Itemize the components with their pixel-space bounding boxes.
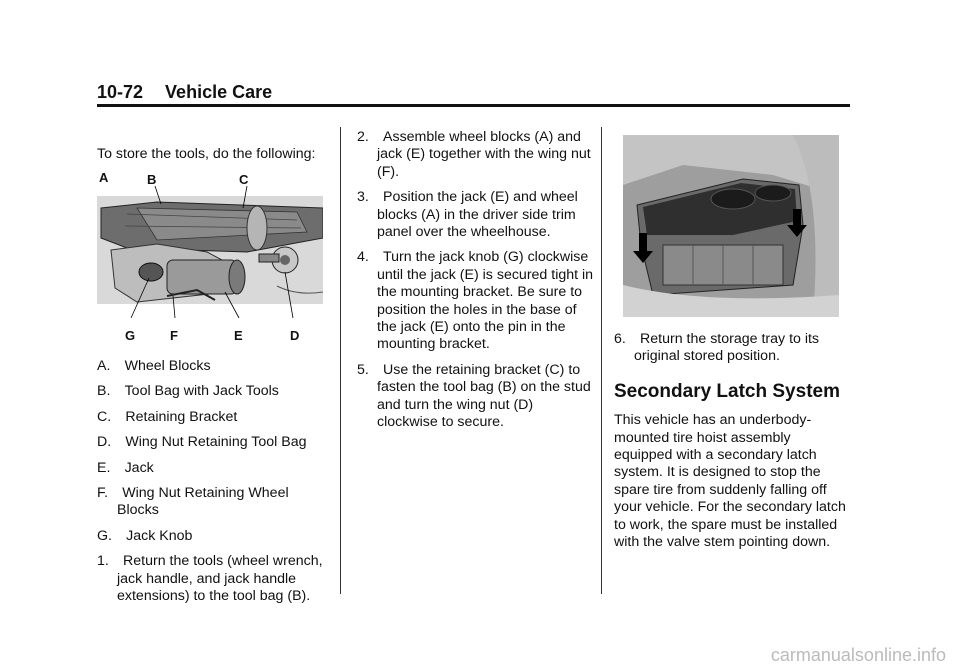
label-f: F bbox=[170, 328, 178, 343]
section-title: Vehicle Care bbox=[165, 82, 273, 102]
legend-list bbox=[97, 358, 333, 613]
tool-storage-figure bbox=[97, 168, 323, 344]
page-number: 10-72 bbox=[97, 82, 144, 102]
label-g: G bbox=[125, 328, 136, 343]
header-rule bbox=[97, 104, 850, 107]
legend-item: F. Wing Nut Retaining Wheel Blocks bbox=[97, 485, 289, 519]
column-divider-2 bbox=[601, 127, 602, 594]
column-2 bbox=[357, 129, 595, 440]
intro-text: To store the tools, do the following: bbox=[97, 146, 316, 162]
label-e: E bbox=[234, 328, 243, 343]
column-3 bbox=[614, 331, 852, 559]
label-b: B bbox=[147, 172, 157, 187]
legend-item: C. Retaining Bracket bbox=[97, 408, 238, 425]
step-5: 5. Use the retaining bracket (C) to fasten the tool bag (B) on the stud and turn the wing nut (D) clockwise to secure. bbox=[357, 361, 591, 431]
label-c: C bbox=[239, 172, 249, 187]
step-1: 1. Return the tools (wheel wrench, jack handle, and jack handle extensions) to the tool bag (B). bbox=[97, 553, 323, 605]
label-d: D bbox=[290, 328, 300, 343]
step-4: 4. Turn the jack knob (G) clockwise until the jack (E) is secured tight in the mounting bracket. Be sure to position the holes in the base of the jack (E) onto the pin in the mounting bracket. bbox=[357, 249, 594, 353]
legend-item: E. Jack bbox=[97, 459, 154, 476]
page-header bbox=[97, 82, 272, 103]
section-heading: Secondary Latch System bbox=[614, 380, 840, 402]
legend-item: D. Wing Nut Retaining Tool Bag bbox=[97, 434, 307, 451]
secondary-latch-text: This vehicle has an underbody-mounted tire hoist assembly equipped with a secondary latch system. It is designed to stop the spare tire from suddenly falling off your vehicle. For the secondary latch to work, the spare must be installed with the valve stem pointing down. bbox=[614, 412, 846, 551]
step-2: 2. Assemble wheel blocks (A) and jack (E) together with the wing nut (F). bbox=[357, 129, 591, 180]
legend-item: A. Wheel Blocks bbox=[97, 358, 211, 374]
watermark: carmanualsonline.info bbox=[770, 645, 946, 665]
step-6: 6. Return the storage tray to its original stored position. bbox=[614, 331, 820, 365]
tool-storage-illustration bbox=[97, 168, 323, 344]
step-3: 3. Position the jack (E) and wheel blocks (A) in the driver side trim panel over the wheelhouse. bbox=[357, 189, 578, 241]
storage-tray-photo bbox=[623, 135, 839, 317]
column-divider-1 bbox=[340, 127, 341, 594]
label-a: A bbox=[99, 170, 109, 185]
legend-item: B. Tool Bag with Jack Tools bbox=[97, 383, 279, 400]
legend-item: G. Jack Knob bbox=[97, 527, 193, 544]
